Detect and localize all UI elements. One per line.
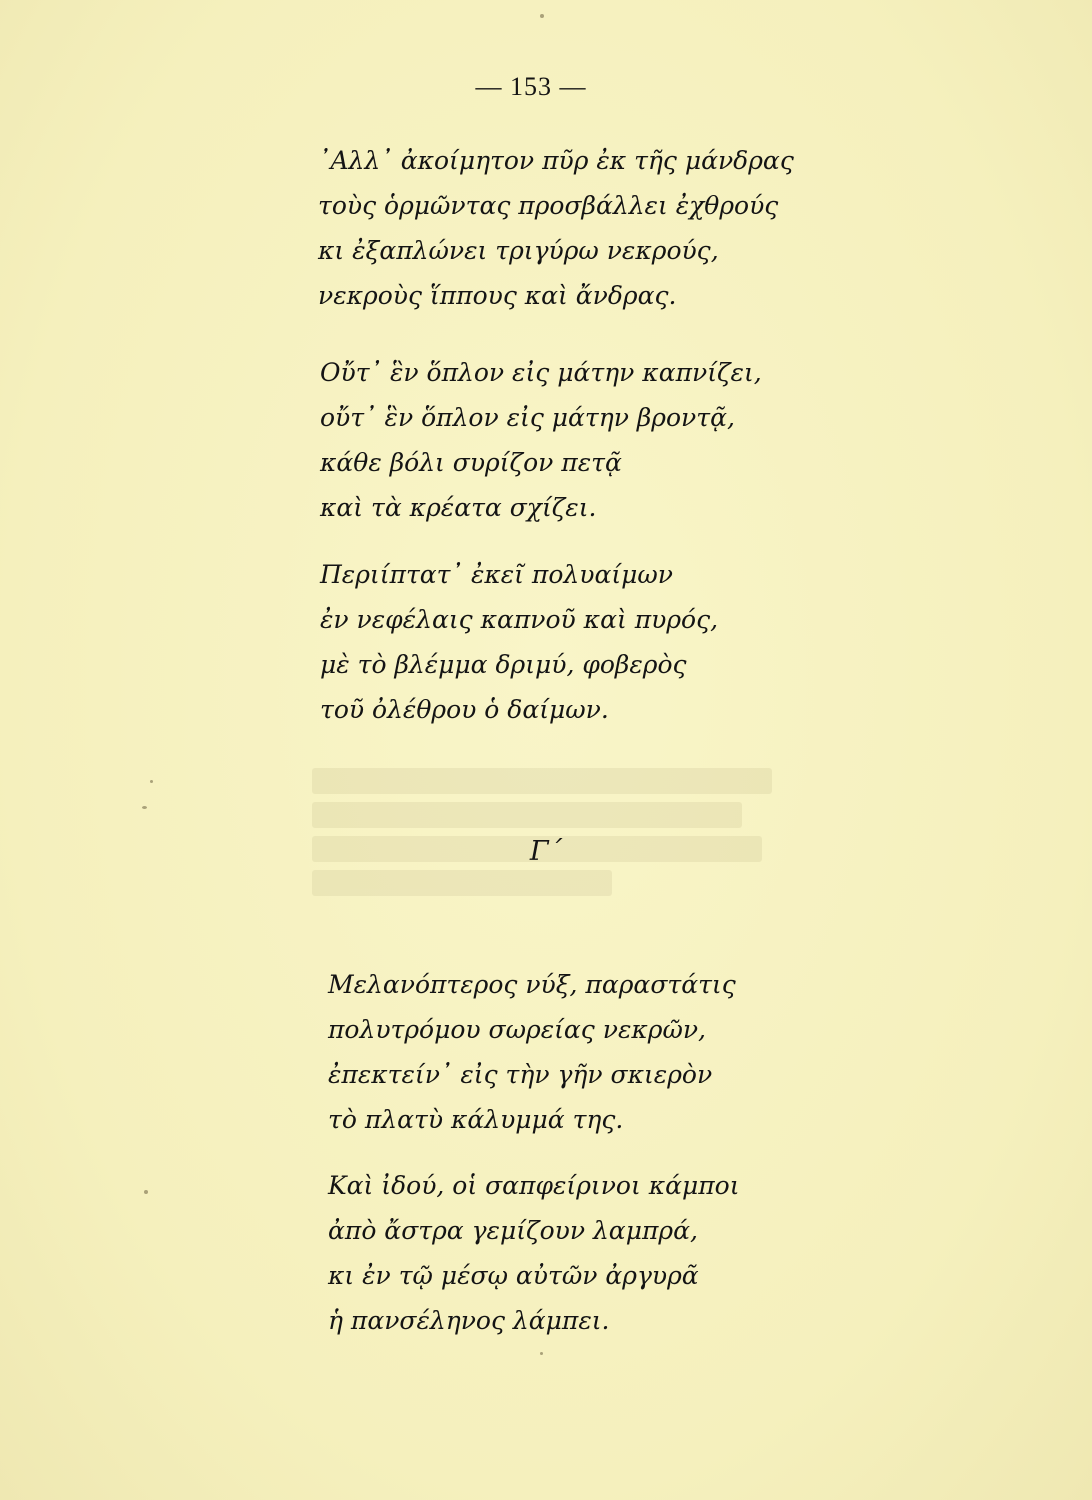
stanza — [328, 962, 736, 1142]
verse-line: τοὺς ὁρμῶντας προσβάλλει ἐχθρούς — [318, 191, 779, 220]
verse-line: κι ἐν τῷ μέσῳ αὐτῶν ἀργυρᾶ — [328, 1261, 699, 1290]
paper-speck — [144, 1190, 148, 1194]
verse-line: νεκροὺς ἵππους καὶ ἄνδρας. — [318, 281, 677, 310]
show-through-text — [312, 760, 812, 910]
page-number: — 153 — — [475, 72, 587, 101]
verse-line: ᾿Αλλ᾿ ἀκοίμητον πῦρ ἐκ τῆς μάνδρας — [318, 146, 794, 175]
verse-line: κι ἐξαπλώνει τριγύρω νεκρούς, — [318, 236, 719, 265]
verse-line: ἡ πανσέληνος λάμπει. — [328, 1306, 610, 1335]
verse-line: ἀπὸ ἄστρα γεμίζουν λαμπρά, — [328, 1216, 698, 1245]
paper-speck — [540, 1352, 543, 1355]
stanza — [320, 350, 762, 530]
paper-speck — [150, 780, 153, 783]
verse-line: οὔτ᾿ ἓν ὅπλον εἰς μάτην βροντᾷ, — [320, 403, 735, 432]
stanza — [328, 1163, 740, 1343]
verse-line: Μελανόπτερος νύξ, παραστάτις — [328, 970, 736, 999]
verse-line: ἐν νεφέλαις καπνοῦ καὶ πυρός, — [320, 605, 719, 634]
paper-speck — [540, 14, 544, 18]
verse-line: πολυτρόμου σωρείας νεκρῶν, — [328, 1015, 706, 1044]
verse-line: καὶ τὰ κρέατα σχίζει. — [320, 493, 597, 522]
verse-line: κάθε βόλι συρίζον πετᾷ — [320, 448, 622, 477]
section-heading: Γ΄ — [529, 836, 563, 867]
verse-line: Οὔτ᾿ ἓν ὅπλον εἰς μάτην καπνίζει, — [320, 358, 762, 387]
verse-line: Περιίπτατ᾿ ἐκεῖ πολυαίμων — [320, 560, 673, 589]
verse-line: τὸ πλατὺ κάλυμμά της. — [328, 1105, 624, 1134]
verse-line: τοῦ ὀλέθρου ὁ δαίμων. — [320, 695, 609, 724]
verse-line: ἐπεκτείν᾿ εἰς τὴν γῆν σκιερὸν — [328, 1060, 713, 1089]
verse-line: Καὶ ἰδού, οἱ σαπφείρινοι κάμποι — [328, 1171, 740, 1200]
paper-speck — [142, 806, 147, 809]
stanza — [320, 552, 718, 732]
stanza — [318, 138, 794, 318]
verse-line: μὲ τὸ βλέμμα δριμύ, φοβερὸς — [320, 650, 687, 679]
